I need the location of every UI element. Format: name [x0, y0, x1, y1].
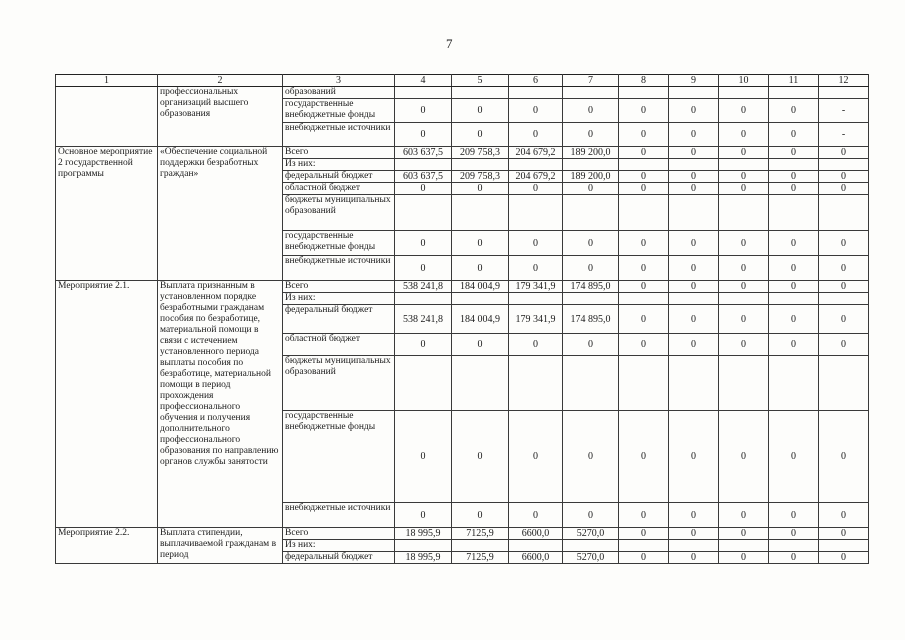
activity-cell: Основное мероприятие 2 государственной программы [56, 147, 158, 281]
value-cell [619, 159, 669, 171]
funding-source-cell: государственные внебюджетные фонды [283, 231, 395, 256]
funding-source-cell: Из них: [283, 159, 395, 171]
header-cell: 11 [769, 75, 819, 87]
value-cell [395, 540, 452, 552]
table-row [56, 528, 869, 540]
value-cell [719, 356, 769, 411]
value-cell: 0 [563, 231, 619, 256]
value-cell: 0 [819, 503, 869, 528]
value-cell: 0 [509, 231, 563, 256]
value-cell: 0 [395, 334, 452, 356]
value-cell: 0 [769, 411, 819, 503]
funding-source-cell: внебюджетные источники [283, 256, 395, 281]
value-cell: 0 [395, 411, 452, 503]
header-cell: 1 [56, 75, 158, 87]
funding-source-cell: Всего [283, 147, 395, 159]
value-cell: 0 [819, 147, 869, 159]
value-cell [395, 87, 452, 99]
table-row [56, 87, 869, 99]
funding-source-cell: государственные внебюджетные фонды [283, 99, 395, 123]
value-cell: 0 [395, 123, 452, 147]
value-cell [509, 87, 563, 99]
value-cell [719, 87, 769, 99]
value-cell: 0 [619, 231, 669, 256]
activity-cell: Мероприятие 2.1. [56, 281, 158, 528]
value-cell: 209 758,3 [452, 171, 509, 183]
value-cell [769, 293, 819, 305]
funding-source-cell: бюджеты муниципальных образований [283, 195, 395, 231]
value-cell: 0 [669, 503, 719, 528]
value-cell: 209 758,3 [452, 147, 509, 159]
value-cell: 0 [619, 305, 669, 334]
value-cell: 0 [669, 256, 719, 281]
funding-source-cell: областной бюджет [283, 183, 395, 195]
value-cell: 0 [509, 411, 563, 503]
funding-source-cell: Из них: [283, 540, 395, 552]
value-cell: 0 [669, 528, 719, 540]
value-cell [669, 540, 719, 552]
funding-source-cell: федеральный бюджет [283, 171, 395, 183]
value-cell [563, 87, 619, 99]
value-cell: 603 637,5 [395, 171, 452, 183]
value-cell [769, 356, 819, 411]
value-cell: 0 [619, 171, 669, 183]
value-cell: 0 [619, 147, 669, 159]
funding-source-cell: областной бюджет [283, 334, 395, 356]
value-cell [452, 195, 509, 231]
table-row [56, 281, 869, 293]
value-cell: 0 [619, 503, 669, 528]
value-cell: 0 [669, 171, 719, 183]
value-cell [395, 159, 452, 171]
value-cell: 0 [719, 183, 769, 195]
value-cell: 18 995,9 [395, 528, 452, 540]
value-cell [669, 293, 719, 305]
value-cell: 0 [769, 281, 819, 293]
value-cell [669, 195, 719, 231]
value-cell [509, 540, 563, 552]
value-cell: 179 341,9 [509, 305, 563, 334]
value-cell: 0 [563, 123, 619, 147]
value-cell: 189 200,0 [563, 147, 619, 159]
activity-cell [56, 87, 158, 147]
value-cell: 179 341,9 [509, 281, 563, 293]
value-cell: 0 [619, 99, 669, 123]
value-cell [452, 540, 509, 552]
value-cell: 0 [769, 171, 819, 183]
value-cell: 0 [769, 183, 819, 195]
value-cell: 0 [452, 231, 509, 256]
header-cell: 7 [563, 75, 619, 87]
value-cell: 0 [769, 305, 819, 334]
value-cell [769, 159, 819, 171]
value-cell: 0 [563, 411, 619, 503]
funding-source-cell: федеральный бюджет [283, 552, 395, 564]
value-cell: 0 [769, 503, 819, 528]
value-cell [563, 293, 619, 305]
value-cell: 0 [452, 123, 509, 147]
value-cell: 0 [769, 123, 819, 147]
value-cell: 0 [452, 503, 509, 528]
value-cell: 538 241,8 [395, 305, 452, 334]
value-cell: 7125,9 [452, 528, 509, 540]
value-cell: 0 [619, 552, 669, 564]
value-cell: 0 [769, 147, 819, 159]
value-cell: 0 [669, 411, 719, 503]
value-cell: 5270,0 [563, 552, 619, 564]
value-cell [619, 293, 669, 305]
value-cell: 0 [509, 334, 563, 356]
value-cell: 0 [819, 281, 869, 293]
funding-source-cell: Из них: [283, 293, 395, 305]
funding-source-cell: внебюджетные источники [283, 503, 395, 528]
value-cell [769, 195, 819, 231]
value-cell: 0 [452, 334, 509, 356]
value-cell [395, 195, 452, 231]
funding-source-cell: государственные внебюджетные фонды [283, 411, 395, 503]
value-cell: 0 [509, 503, 563, 528]
value-cell: 0 [719, 123, 769, 147]
value-cell: 0 [769, 552, 819, 564]
value-cell: 0 [819, 305, 869, 334]
value-cell: 0 [769, 231, 819, 256]
value-cell [669, 356, 719, 411]
header-cell: 10 [719, 75, 769, 87]
value-cell: 0 [719, 334, 769, 356]
value-cell: 7125,9 [452, 552, 509, 564]
value-cell: 0 [619, 256, 669, 281]
value-cell: 184 004,9 [452, 281, 509, 293]
value-cell: 0 [719, 503, 769, 528]
value-cell: 18 995,9 [395, 552, 452, 564]
value-cell [719, 195, 769, 231]
value-cell: 0 [819, 411, 869, 503]
header-cell: 5 [452, 75, 509, 87]
value-cell: 0 [619, 123, 669, 147]
header-cell: 12 [819, 75, 869, 87]
value-cell: 0 [452, 183, 509, 195]
value-cell [719, 293, 769, 305]
description-cell: Выплата признанным в установленном порядке безработными гражданам пособия по безработице, материальной помощи в связи с истечением установленного периода выплаты пособия по безработице, материальной помощи в период прохождения профессионального обучения и получения дополнительного профессионального образования по направлению органов службы занятости [158, 281, 283, 528]
value-cell [509, 159, 563, 171]
value-cell [819, 195, 869, 231]
value-cell: 0 [719, 411, 769, 503]
value-cell [563, 159, 619, 171]
value-cell: 189 200,0 [563, 171, 619, 183]
value-cell: 0 [669, 123, 719, 147]
description-cell: профессиональных организаций высшего образования [158, 87, 283, 147]
value-cell: 0 [509, 256, 563, 281]
value-cell [452, 87, 509, 99]
value-cell: 0 [619, 183, 669, 195]
value-cell [819, 293, 869, 305]
value-cell [563, 356, 619, 411]
value-cell: - [819, 99, 869, 123]
value-cell: 0 [819, 231, 869, 256]
value-cell [563, 195, 619, 231]
budget-table [55, 74, 869, 564]
value-cell [395, 293, 452, 305]
value-cell: 0 [509, 123, 563, 147]
value-cell [819, 540, 869, 552]
value-cell: 0 [395, 231, 452, 256]
value-cell [619, 356, 669, 411]
header-cell: 9 [669, 75, 719, 87]
value-cell [669, 87, 719, 99]
value-cell: 0 [819, 171, 869, 183]
header-cell: 3 [283, 75, 395, 87]
value-cell: 204 679,2 [509, 147, 563, 159]
value-cell: 5270,0 [563, 528, 619, 540]
value-cell: 184 004,9 [452, 305, 509, 334]
value-cell: 0 [719, 231, 769, 256]
funding-source-cell: образований [283, 87, 395, 99]
value-cell: 0 [719, 147, 769, 159]
value-cell: 0 [395, 99, 452, 123]
header-cell: 6 [509, 75, 563, 87]
value-cell: 0 [509, 99, 563, 123]
value-cell: 0 [719, 256, 769, 281]
value-cell: 0 [719, 99, 769, 123]
value-cell [619, 540, 669, 552]
value-cell [452, 356, 509, 411]
value-cell: 0 [769, 334, 819, 356]
value-cell [819, 356, 869, 411]
value-cell [452, 293, 509, 305]
value-cell: 0 [395, 183, 452, 195]
value-cell: 0 [719, 552, 769, 564]
value-cell [563, 540, 619, 552]
value-cell: 0 [563, 503, 619, 528]
value-cell [719, 159, 769, 171]
value-cell: 0 [509, 183, 563, 195]
value-cell: 0 [669, 552, 719, 564]
value-cell [452, 159, 509, 171]
value-cell: 0 [819, 256, 869, 281]
value-cell: 174 895,0 [563, 281, 619, 293]
description-cell: «Обеспечение социальной поддержки безработных граждан» [158, 147, 283, 281]
header-cell: 2 [158, 75, 283, 87]
value-cell: 0 [769, 99, 819, 123]
value-cell: - [819, 123, 869, 147]
value-cell: 0 [769, 528, 819, 540]
header-row [56, 75, 869, 87]
value-cell: 6600,0 [509, 552, 563, 564]
value-cell: 0 [669, 281, 719, 293]
value-cell [395, 356, 452, 411]
value-cell [509, 356, 563, 411]
value-cell: 0 [769, 256, 819, 281]
value-cell: 538 241,8 [395, 281, 452, 293]
value-cell: 0 [819, 183, 869, 195]
value-cell: 0 [395, 256, 452, 281]
value-cell: 0 [619, 281, 669, 293]
value-cell: 0 [669, 334, 719, 356]
value-cell [509, 293, 563, 305]
value-cell: 0 [563, 183, 619, 195]
value-cell: 0 [719, 528, 769, 540]
value-cell: 0 [563, 99, 619, 123]
table-row [56, 147, 869, 159]
value-cell: 0 [669, 147, 719, 159]
value-cell: 204 679,2 [509, 171, 563, 183]
value-cell: 0 [619, 528, 669, 540]
value-cell: 0 [719, 281, 769, 293]
value-cell: 0 [819, 528, 869, 540]
value-cell [769, 540, 819, 552]
value-cell: 174 895,0 [563, 305, 619, 334]
header-cell: 4 [395, 75, 452, 87]
funding-source-cell: Всего [283, 528, 395, 540]
value-cell: 0 [669, 99, 719, 123]
funding-source-cell: Всего [283, 281, 395, 293]
value-cell: 0 [719, 171, 769, 183]
value-cell [819, 159, 869, 171]
value-cell: 0 [719, 305, 769, 334]
value-cell [819, 87, 869, 99]
value-cell: 0 [452, 256, 509, 281]
value-cell: 0 [669, 231, 719, 256]
value-cell: 0 [819, 334, 869, 356]
value-cell: 0 [619, 334, 669, 356]
activity-cell: Мероприятие 2.2. [56, 528, 158, 564]
value-cell: 6600,0 [509, 528, 563, 540]
funding-source-cell: внебюджетные источники [283, 123, 395, 147]
header-cell: 8 [619, 75, 669, 87]
value-cell: 0 [819, 552, 869, 564]
value-cell [769, 87, 819, 99]
value-cell: 603 637,5 [395, 147, 452, 159]
description-cell: Выплата стипендии, выплачиваемой гражданам в период [158, 528, 283, 564]
value-cell [669, 159, 719, 171]
value-cell [509, 195, 563, 231]
page-number: 7 [446, 36, 453, 51]
funding-source-cell: федеральный бюджет [283, 305, 395, 334]
value-cell: 0 [619, 411, 669, 503]
value-cell: 0 [669, 305, 719, 334]
value-cell: 0 [395, 503, 452, 528]
funding-source-cell: бюджеты муниципальных образований [283, 356, 395, 411]
value-cell [619, 87, 669, 99]
value-cell: 0 [563, 256, 619, 281]
value-cell: 0 [452, 99, 509, 123]
value-cell [719, 540, 769, 552]
value-cell [619, 195, 669, 231]
value-cell: 0 [452, 411, 509, 503]
value-cell: 0 [563, 334, 619, 356]
value-cell: 0 [669, 183, 719, 195]
